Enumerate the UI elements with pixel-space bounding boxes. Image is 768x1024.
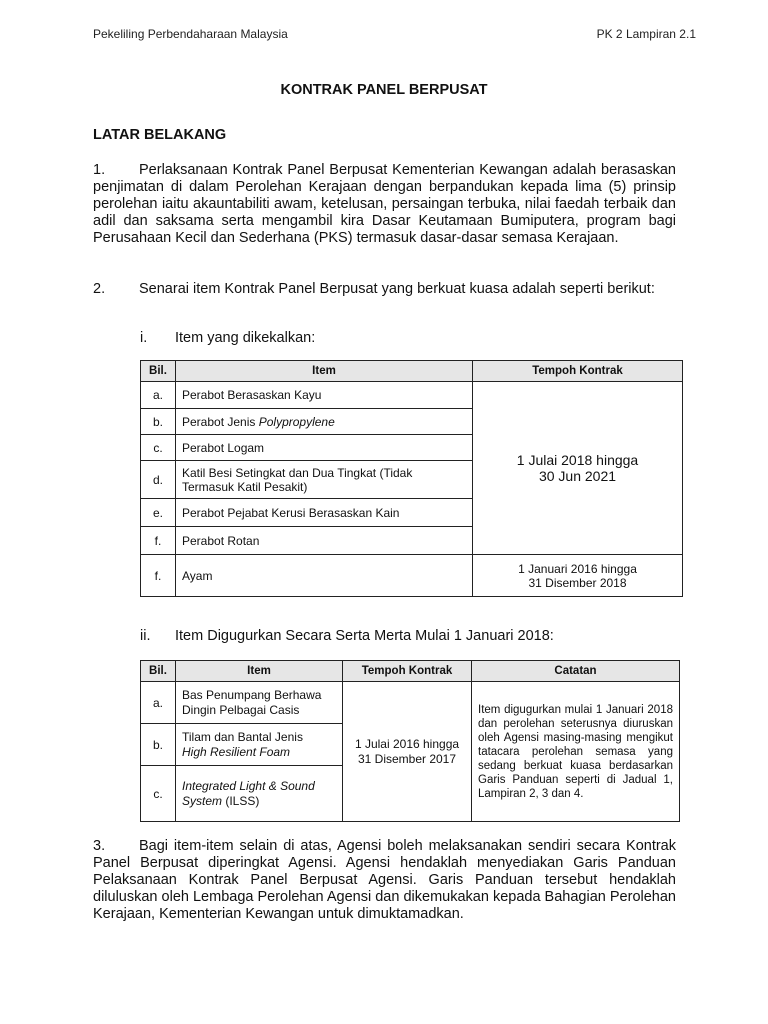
tempoh-line-1: 1 Julai 2018 hingga [516, 452, 639, 468]
row-item-italic: High Resilient Foam [182, 744, 291, 759]
row-item: Perabot Pejabat Kerusi Berasaskan Kain [176, 499, 473, 527]
row-bil: a. [141, 382, 176, 409]
subheading-2-text: Item Digugurkan Secara Serta Merta Mulai 1 Januari 2018: [175, 628, 554, 644]
column-header-item: Item [176, 361, 473, 382]
column-header-tempoh: Tempoh Kontrak [473, 361, 683, 382]
section-heading: LATAR BELAKANG [93, 127, 227, 143]
paragraph-1 [93, 162, 676, 247]
tempoh-kontrak-cell [473, 382, 683, 555]
paragraph-1-text: Perlaksanaan Kontrak Panel Berpusat Kementerian Kewangan adalah berasaskan penjimatan di dalam Perolehan Kerajaan dengan berpandukan kepada lima (5) prinsip perolehan iaitu akauntabiliti awam, ketelusan, persaingan terbuka, nilai faedah terbaik dan adil dan saksama serta mengambil kira Dasar Keutamaan Bumiputera, program bagi Perusahaan Kecil dan Sederhana (PKS) termasuk dasar-dasar semasa Kerajaan. [93, 162, 676, 246]
tempoh-kontrak-cell [473, 555, 683, 597]
paragraph-2 [93, 281, 676, 298]
row-bil: b. [141, 724, 176, 766]
row-item: Bas Penumpang Berhawa Dingin Pelbagai Casis [176, 682, 343, 724]
table-row [141, 382, 683, 409]
row-item: Katil Besi Setingkat dan Dua Tingkat (Tidak Termasuk Katil Pesakit) [176, 461, 473, 499]
tempoh-line-2: 30 Jun 2021 [538, 468, 617, 484]
row-bil: c. [141, 766, 176, 822]
row-item: Perabot Rotan [176, 527, 473, 555]
row-bil: e. [141, 499, 176, 527]
table-row [141, 682, 680, 724]
retained-items-table [140, 360, 683, 597]
subheading-1-text: Item yang dikekalkan: [175, 330, 316, 346]
row-item: Perabot Logam [176, 435, 473, 461]
tempoh-line-2: 31 Disember 2017 [357, 751, 457, 766]
tempoh-line-1: 1 Januari 2016 hingga [518, 561, 637, 576]
row-bil: f. [141, 527, 176, 555]
row-item-italic: Polypropylene [258, 414, 335, 429]
tempoh-line-2: 31 Disember 2018 [528, 575, 627, 590]
column-header-item: Item [176, 661, 343, 682]
column-header-bil: Bil. [141, 661, 176, 682]
row-bil: d. [141, 461, 176, 499]
catatan-cell: Item digugurkan mulai 1 Januari 2018 dan perolehan seterusnya diuruskan oleh Agensi masing-masing mengikut tatacara perolehan semasa yang sedang berkuat kuasa berdasarkan Garis Panduan seperti di Jadual 1, Lampiran 2, 3 dan 4. [472, 682, 680, 822]
paragraph-2-text: Senarai item Kontrak Panel Berpusat yang berkuat kuasa adalah seperti berikut: [139, 281, 655, 297]
row-item: Ayam [176, 555, 473, 597]
column-header-bil: Bil. [141, 361, 176, 382]
header-right: PK 2 Lampiran 2.1 [596, 27, 696, 41]
paragraph-3 [93, 838, 676, 923]
paragraph-3-text: Bagi item-item selain di atas, Agensi boleh melaksanakan sendiri secara Kontrak Panel Berpusat diperingkat Agensi. Agensi hendaklah menyediakan Garis Panduan Pelaksanaan Kontrak Panel Berpusat Agensi. Garis Panduan tersebut hendaklah diluluskan oleh Lembaga Perolehan Agensi dan dikemukakan kepada Bahagian Perolehan Kerajaan, Kementerian Kewangan untuk dimuktamadkan. [93, 838, 676, 922]
row-bil: b. [141, 409, 176, 435]
paragraph-3-number: 3. [93, 838, 106, 854]
subheading-2 [140, 628, 554, 644]
row-item [176, 409, 473, 435]
column-header-tempoh: Tempoh Kontrak [343, 661, 472, 682]
tempoh-line-1: 1 Julai 2016 hingga [354, 736, 460, 751]
row-bil: c. [141, 435, 176, 461]
subheading-1 [140, 330, 315, 346]
row-item [176, 724, 343, 766]
subheading-1-numeral: i. [140, 330, 148, 346]
subheading-2-numeral: ii. [140, 628, 151, 644]
dropped-items-table [140, 660, 680, 822]
page-title: KONTRAK PANEL BERPUSAT [280, 82, 488, 98]
paragraph-2-number: 2. [93, 281, 106, 297]
row-item-text: (ILSS) [222, 793, 260, 808]
column-header-catatan: Catatan [472, 661, 680, 682]
row-bil: f. [141, 555, 176, 597]
row-item-italic: Integrated Light & Sound System [182, 778, 315, 808]
row-item: Perabot Berasaskan Kayu [176, 382, 473, 409]
header-left: Pekeliling Perbendaharaan Malaysia [93, 27, 288, 41]
row-item-text: Tilam dan Bantal Jenis [182, 729, 303, 744]
row-item-text: Perabot Jenis [182, 414, 259, 429]
table-header-row [141, 661, 680, 682]
table-row [141, 555, 683, 597]
tempoh-kontrak-cell [343, 682, 472, 822]
row-bil: a. [141, 682, 176, 724]
row-item [176, 766, 343, 822]
table-header-row [141, 361, 683, 382]
paragraph-1-number: 1. [93, 162, 106, 178]
